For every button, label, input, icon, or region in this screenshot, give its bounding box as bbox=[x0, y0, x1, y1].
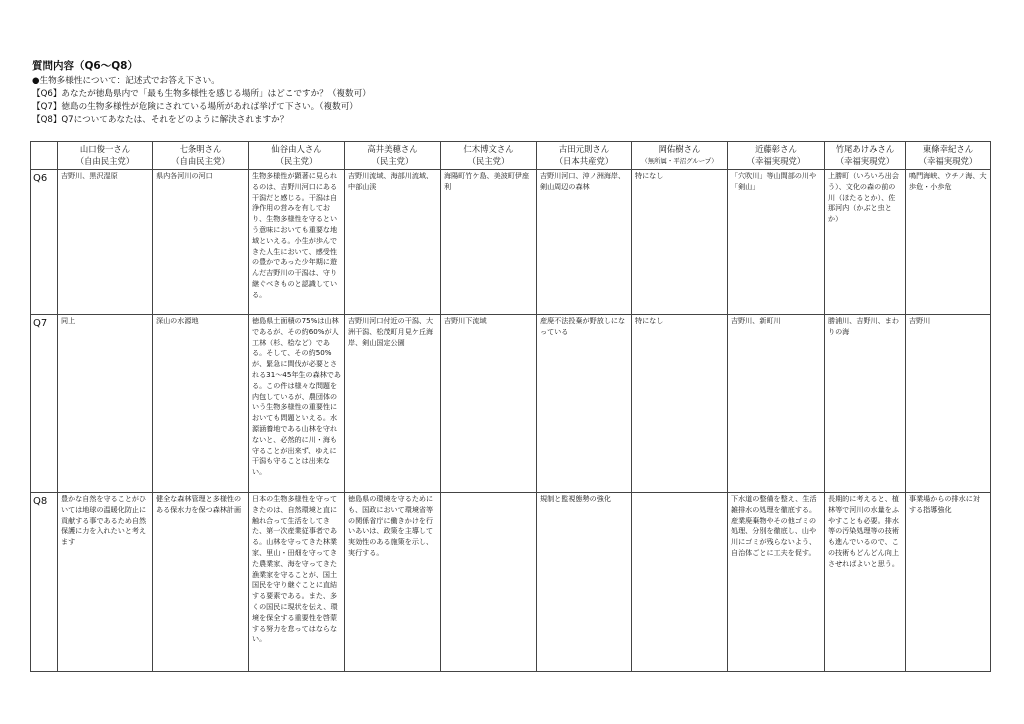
answer-cell: 徳島県の環境を守るためにも、国政において環境省等の関係省庁に働きかけを行いあいは、政策を主導して実効性のある施策を示し、実行する。 bbox=[345, 493, 441, 672]
answer-cell: 「穴吹川」等山間部の川や「剣山」 bbox=[728, 170, 825, 315]
answer-cell: 日本の生物多様性を守ってきたのは、自然環境と直に触れ合って生活をしてきた、第一次産業従事者である。山林を守ってきた林業家、里山・田畑を守ってきた農業家、海を守ってきた漁業家を守ることが、国土国民を守り継ぐことに直結する要素である。また、多くの国民に現状を伝え、環境を保全する重要性を啓蒙する努力を怠ってはならない。 bbox=[249, 493, 345, 672]
answer-cell: 規制と監視態勢の強化 bbox=[537, 493, 632, 672]
candidate-party: （幸福実現党） bbox=[835, 155, 895, 166]
candidate-party: （自由民主党） bbox=[171, 155, 230, 166]
answer-cell bbox=[632, 493, 728, 672]
answer-cell: 吉野川、新町川 bbox=[728, 315, 825, 493]
candidate-header bbox=[58, 142, 153, 170]
candidate-name: 東條幸紀さん bbox=[922, 144, 974, 154]
answer-cell: 吉野川 bbox=[906, 315, 991, 493]
answer-cell: 勝浦川、吉野川、まわりの海 bbox=[825, 315, 906, 493]
answer-cell: 吉野川下流域 bbox=[441, 315, 537, 493]
candidate-party: （日本共産党） bbox=[554, 155, 614, 166]
candidate-header bbox=[825, 142, 906, 170]
question-label: Q8 bbox=[31, 493, 58, 672]
header-line: ●生物多様性について：記述式でお答え下さい。 bbox=[32, 76, 220, 86]
candidate-name: 七条明さん bbox=[179, 144, 222, 154]
answer-cell: 吉野川、黒沢湿原 bbox=[58, 170, 153, 315]
answer-cell: 吉野川河口、沖ノ洲海岸、剣山周辺の森林 bbox=[537, 170, 632, 315]
answer-cell: 県内各河川の河口 bbox=[153, 170, 249, 315]
answer-cell: 吉野川河口付近の干潟、大洲干潟、松茂町月見ケ丘海岸、剣山国定公園 bbox=[345, 315, 441, 493]
question-header bbox=[32, 58, 992, 127]
answer-cell: 上勝町（いろいろ出会う）、文化の森の前の川（ほたるとか）、佐那河内（かぶと虫とか） bbox=[825, 170, 906, 315]
candidate-header bbox=[153, 142, 249, 170]
answer-cell: 鳴門海峡、ウチノ海、大歩危・小歩危 bbox=[906, 170, 991, 315]
table-row bbox=[31, 315, 991, 493]
candidate-name: 岡佑樹さん bbox=[658, 144, 701, 154]
candidate-name: 近藤彰さん bbox=[755, 144, 797, 154]
question-label: Q7 bbox=[31, 315, 58, 493]
answer-cell: 長期的に考えると、植林等で河川の水量をふやすことも必要。排水等の汚染処理等の技術も進んでいるので、この技術もどんどん向上させればよいと思う。 bbox=[825, 493, 906, 672]
header-line-q7: 【Q7】徳島の生物多様性が危険にされている場所があれば挙げて下さい。（複数可） bbox=[32, 102, 358, 112]
candidate-party: （民主党） bbox=[371, 155, 414, 166]
candidate-header bbox=[249, 142, 345, 170]
answer-cell: 健全な森林管理と多様性のある保水力を保つ森林計画 bbox=[153, 493, 249, 672]
candidate-name: 山口俊一さん bbox=[79, 144, 131, 154]
header-line-q6: 【Q6】あなたが徳島県内で「最も生物多様性を感じる場所」はどこですか？（複数可） bbox=[32, 89, 371, 99]
answer-cell: 生物多様性が顕著に見られるのは、吉野川河口にある干潟だと感じる。干潟は自浄作用の営みを有しており、生物多様性を守るという意味においても重要な地域といえる。小生が歩んできた人生において、感受性の豊かであった少年期に遊んだ吉野川の干潟は、守り継ぐべきものと認識している。 bbox=[249, 170, 345, 315]
table-row bbox=[31, 493, 991, 672]
answer-cell: 特になし bbox=[632, 315, 728, 493]
candidate-party: （無所属・平沼グループ） bbox=[641, 156, 718, 165]
candidate-name: 古田元則さん bbox=[558, 144, 610, 154]
answer-cell: 吉野川流域、海部川流域、中部山渓 bbox=[345, 170, 441, 315]
candidate-header bbox=[906, 142, 991, 170]
candidate-party: （民主党） bbox=[467, 155, 510, 166]
answer-cell: 豊かな自然を守ることがひいては地球の温暖化防止に貢献する事であるため自然保護に力を入れたいと考えます bbox=[58, 493, 153, 672]
table-row bbox=[31, 170, 991, 315]
candidate-name: 高井美穂さん bbox=[367, 144, 418, 154]
question-label: Q6 bbox=[31, 170, 58, 315]
candidate-name: 仙谷由人さん bbox=[271, 144, 322, 154]
candidate-name: 竹尾あけみさん bbox=[835, 144, 895, 154]
header-title: 質問内容（Q6〜Q8） bbox=[32, 60, 138, 72]
answer-cell: 特になし bbox=[632, 170, 728, 315]
answer-cell: 同上 bbox=[58, 315, 153, 493]
answer-cell: 事業場からの排水に対する指導強化 bbox=[906, 493, 991, 672]
answer-cell bbox=[441, 493, 537, 672]
candidate-header bbox=[345, 142, 441, 170]
candidate-header bbox=[441, 142, 537, 170]
answer-cell: 海陽町竹ケ島、美波町伊座利 bbox=[441, 170, 537, 315]
answer-cell: 深山の水源地 bbox=[153, 315, 249, 493]
candidate-party: （幸福実現党） bbox=[746, 155, 806, 166]
candidate-party: （民主党） bbox=[275, 155, 318, 166]
candidate-party: （自由民主党） bbox=[75, 155, 135, 166]
header-line-q8: 【Q8】Q7についてあなたは、それをどのように解決されますか？ bbox=[32, 115, 289, 125]
candidate-party: （幸福実現党） bbox=[918, 155, 978, 166]
answers-table bbox=[30, 141, 991, 672]
answer-cell: 産廃不法投棄が野放しになっている bbox=[537, 315, 632, 493]
candidate-name: 仁木博文さん bbox=[463, 144, 514, 154]
answer-cell: 下水道の整備を整え、生活雑排水の処理を徹底する。産業廃棄物やその他ゴミの処理、分別を徹底し、山や川にゴミが残らないよう、自治体ごとに工夫を促す。 bbox=[728, 493, 825, 672]
corner-cell bbox=[31, 142, 58, 170]
header-row bbox=[31, 142, 991, 170]
candidate-header bbox=[632, 142, 728, 170]
answer-cell: 徳島県土面積の75%は山林であるが、その約60%が人工林（杉、桧など）である。そして、その約50%が、緊急に間伐が必要とされる31〜45年生の森林である。この件は様々な問題を内包しているが、農団体のいう生物多様性の重要性においても問題といえる。水源涵養地である山林を守れないと、必然的に川・海も守ることが出来ず、ゆえに干潟も守ることは出来ない。 bbox=[249, 315, 345, 493]
candidate-header bbox=[728, 142, 825, 170]
candidate-header bbox=[537, 142, 632, 170]
